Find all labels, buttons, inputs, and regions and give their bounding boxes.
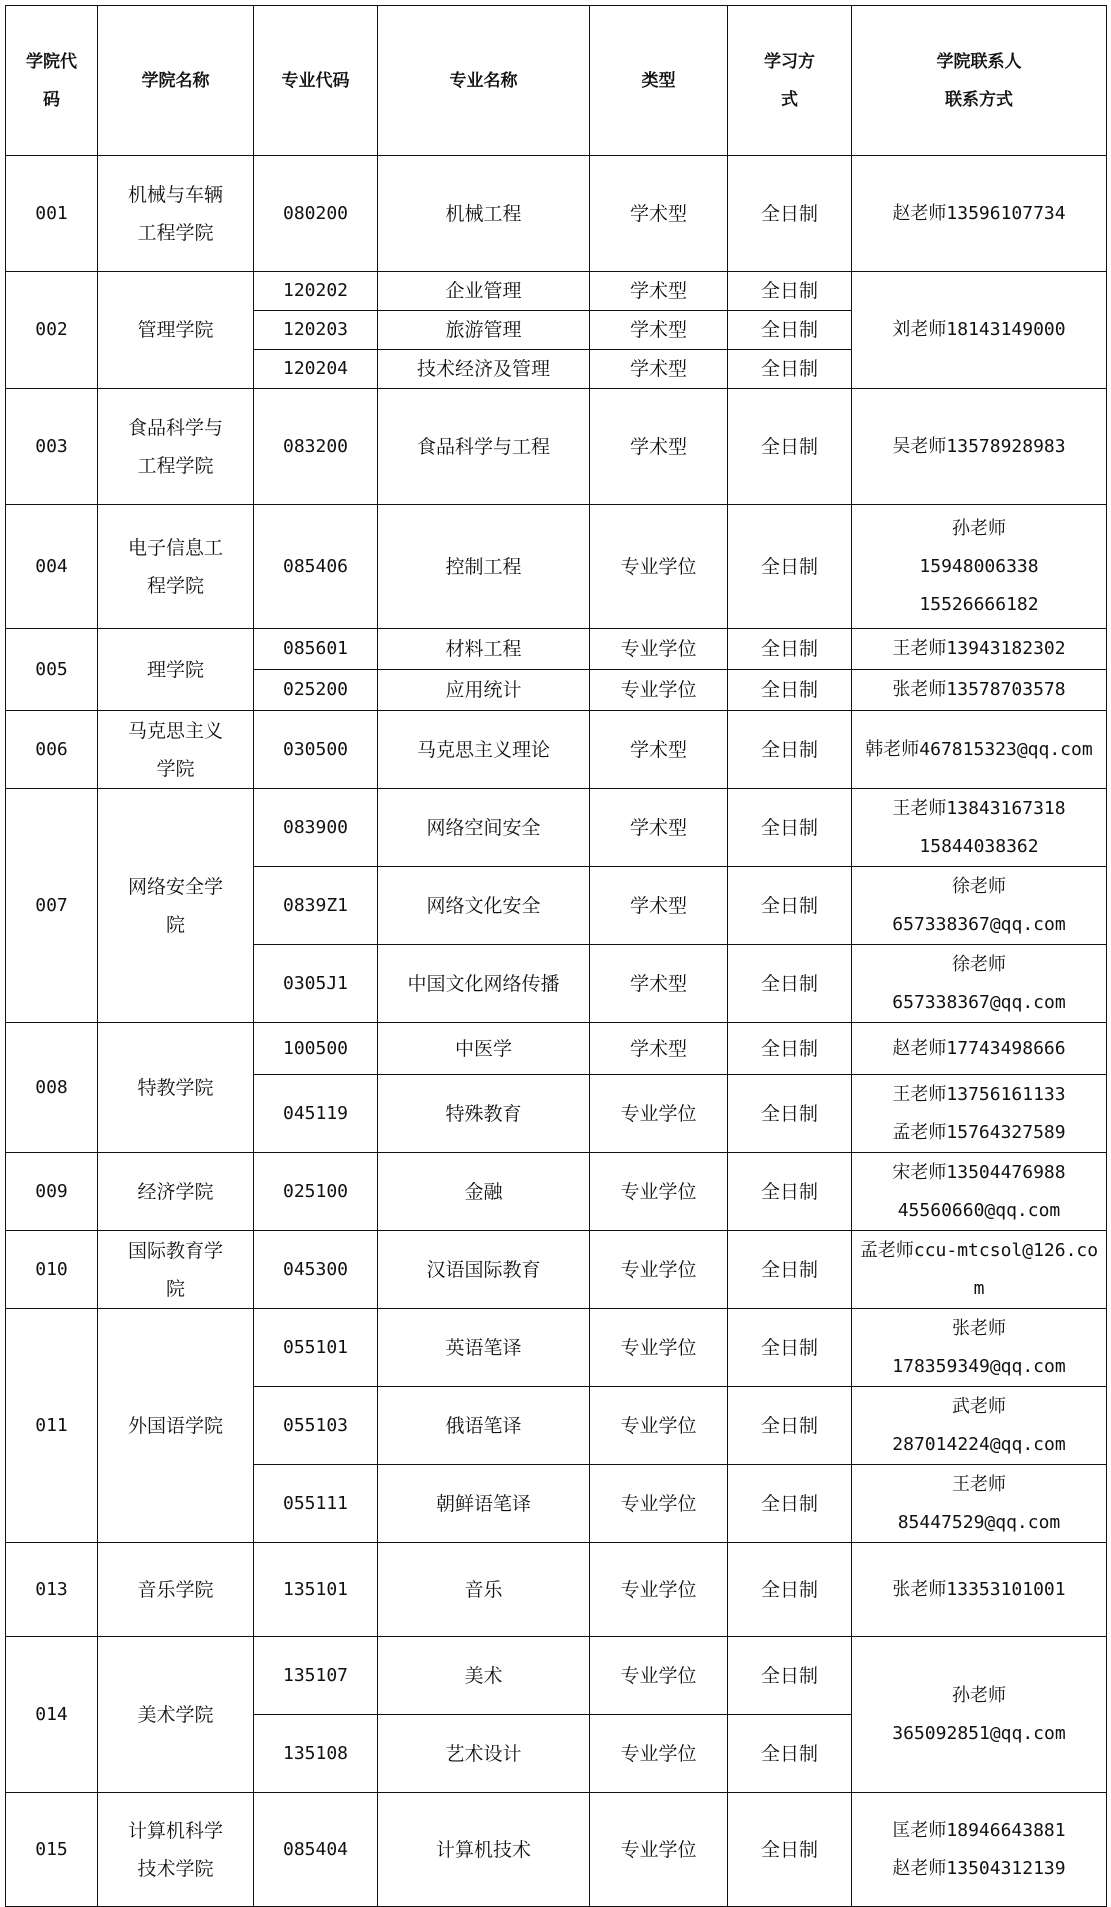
study-mode-cell: 全日制	[728, 629, 852, 670]
major-name-cell: 英语笔译	[378, 1309, 590, 1387]
contact-line: 657338367@qq.com	[892, 913, 1066, 935]
study-mode-cell: 全日制	[728, 1543, 852, 1637]
contact-line: 孙老师	[952, 1684, 1006, 1706]
major-name-cell: 网络空间安全	[378, 789, 590, 867]
college-name-cell: 理学院	[98, 629, 254, 711]
study-mode-cell: 全日制	[728, 1465, 852, 1543]
study-mode-cell: 全日制	[728, 1309, 852, 1387]
contact-line: 赵老师13596107734	[892, 202, 1066, 224]
major-name-cell: 艺术设计	[378, 1715, 590, 1793]
contact-line: 赵老师17743498666	[892, 1037, 1066, 1059]
contact-line: 王老师13756161133	[892, 1083, 1066, 1105]
major-code-cell: 083900	[254, 789, 378, 867]
type-cell: 专业学位	[590, 1793, 728, 1907]
type-cell: 学术型	[590, 272, 728, 311]
type-cell: 专业学位	[590, 1543, 728, 1637]
contact-cell	[852, 1637, 1107, 1793]
college-name-cell: 网络安全学院	[98, 789, 254, 1023]
contact-line: 张老师13578703578	[892, 679, 1066, 700]
study-mode-cell: 全日制	[728, 1637, 852, 1715]
document-page	[5, 5, 1107, 1907]
contact-cell	[852, 1075, 1107, 1153]
major-name-cell: 美术	[378, 1637, 590, 1715]
type-cell: 专业学位	[590, 1715, 728, 1793]
header-major-code: 专业代码	[254, 6, 378, 156]
table-row	[6, 156, 1107, 272]
type-cell: 专业学位	[590, 1231, 728, 1309]
major-name-cell: 材料工程	[378, 629, 590, 670]
major-name-cell: 金融	[378, 1153, 590, 1231]
college-name-cell: 马克思主义学院	[98, 711, 254, 789]
contact-line: 365092851@qq.com	[892, 1722, 1066, 1744]
table-row	[6, 1023, 1107, 1075]
study-mode-cell: 全日制	[728, 156, 852, 272]
college-name-cell: 外国语学院	[98, 1309, 254, 1543]
major-name-cell: 中医学	[378, 1023, 590, 1075]
contact-line: 张老师13353101001	[892, 1578, 1066, 1600]
type-cell: 专业学位	[590, 1465, 728, 1543]
contact-cell	[852, 670, 1107, 711]
college-code-cell: 015	[6, 1793, 98, 1907]
major-name-cell: 音乐	[378, 1543, 590, 1637]
type-cell: 专业学位	[590, 505, 728, 629]
college-name-cell: 管理学院	[98, 272, 254, 389]
major-name-cell: 企业管理	[378, 272, 590, 311]
contact-cell	[852, 1309, 1107, 1387]
contact-cell	[852, 1387, 1107, 1465]
type-cell: 学术型	[590, 867, 728, 945]
contact-line: 15948006338	[919, 555, 1039, 577]
major-code-cell: 120204	[254, 350, 378, 389]
table-row	[6, 505, 1107, 629]
major-name-cell: 旅游管理	[378, 311, 590, 350]
type-cell: 专业学位	[590, 1309, 728, 1387]
table-row	[6, 789, 1107, 867]
contact-line: 刘老师18143149000	[892, 319, 1066, 340]
contact-line: 王老师13843167318	[892, 797, 1066, 819]
study-mode-cell: 全日制	[728, 1023, 852, 1075]
table-row	[6, 272, 1107, 311]
college-name-cell: 音乐学院	[98, 1543, 254, 1637]
study-mode-cell: 全日制	[728, 789, 852, 867]
major-code-cell: 085404	[254, 1793, 378, 1907]
header-contact-line2: 联系方式	[945, 89, 1013, 110]
contact-cell	[852, 867, 1107, 945]
contact-line: 15844038362	[919, 835, 1039, 857]
college-name-cell: 电子信息工程学院	[98, 505, 254, 629]
contact-line: 吴老师13578928983	[892, 435, 1066, 457]
major-name-cell: 马克思主义理论	[378, 711, 590, 789]
header-study-mode: 学习方式	[728, 6, 852, 156]
contact-line: 王老师	[952, 1473, 1006, 1495]
major-name-cell: 计算机技术	[378, 1793, 590, 1907]
college-code-cell: 005	[6, 629, 98, 711]
table-row	[6, 1637, 1107, 1715]
major-name-cell: 应用统计	[378, 670, 590, 711]
study-mode-cell: 全日制	[728, 711, 852, 789]
college-code-cell: 013	[6, 1543, 98, 1637]
college-code-cell: 008	[6, 1023, 98, 1153]
table-body	[6, 156, 1107, 1907]
contact-cell	[852, 1231, 1107, 1309]
table-row	[6, 1231, 1107, 1309]
type-cell: 学术型	[590, 1023, 728, 1075]
major-name-cell: 控制工程	[378, 505, 590, 629]
college-code-cell: 010	[6, 1231, 98, 1309]
contact-line: 657338367@qq.com	[892, 991, 1066, 1013]
college-code-cell: 009	[6, 1153, 98, 1231]
major-code-cell: 045119	[254, 1075, 378, 1153]
study-mode-cell: 全日制	[728, 272, 852, 311]
header-contact	[852, 6, 1107, 156]
header-row	[6, 6, 1107, 156]
type-cell: 学术型	[590, 389, 728, 505]
contact-line: 45560660@qq.com	[897, 1199, 1061, 1221]
type-cell: 专业学位	[590, 670, 728, 711]
college-name-cell: 食品科学与工程学院	[98, 389, 254, 505]
contact-cell	[852, 1153, 1107, 1231]
study-mode-cell: 全日制	[728, 1793, 852, 1907]
major-name-cell: 技术经济及管理	[378, 350, 590, 389]
type-cell: 学术型	[590, 311, 728, 350]
type-cell: 学术型	[590, 350, 728, 389]
contact-cell	[852, 1023, 1107, 1075]
college-name-cell: 特教学院	[98, 1023, 254, 1153]
major-code-cell: 083200	[254, 389, 378, 505]
contact-cell	[852, 789, 1107, 867]
contact-cell	[852, 156, 1107, 272]
major-code-cell: 025200	[254, 670, 378, 711]
contact-line: 15526666182	[919, 593, 1039, 615]
major-name-cell: 机械工程	[378, 156, 590, 272]
contact-line: 178359349@qq.com	[892, 1355, 1066, 1377]
type-cell: 学术型	[590, 711, 728, 789]
major-code-cell: 055103	[254, 1387, 378, 1465]
major-code-cell: 045300	[254, 1231, 378, 1309]
major-code-cell: 100500	[254, 1023, 378, 1075]
college-code-cell: 004	[6, 505, 98, 629]
college-name-cell: 机械与车辆工程学院	[98, 156, 254, 272]
college-code-cell: 007	[6, 789, 98, 1023]
contact-line: 赵老师13504312139	[892, 1857, 1066, 1879]
header-college-code: 学院代码	[6, 6, 98, 156]
contact-line: 孙老师	[952, 517, 1006, 539]
contact-cell	[852, 1793, 1107, 1907]
major-code-cell: 0839Z1	[254, 867, 378, 945]
major-code-cell: 135107	[254, 1637, 378, 1715]
major-code-cell: 080200	[254, 156, 378, 272]
contact-line: 287014224@qq.com	[892, 1433, 1066, 1455]
study-mode-cell: 全日制	[728, 389, 852, 505]
major-code-cell: 085406	[254, 505, 378, 629]
header-college-name: 学院名称	[98, 6, 254, 156]
header-contact-line1: 学院联系人	[936, 51, 1022, 72]
table-row	[6, 1309, 1107, 1387]
contact-line: 孟老师15764327589	[892, 1121, 1066, 1143]
type-cell: 专业学位	[590, 1637, 728, 1715]
major-name-cell: 网络文化安全	[378, 867, 590, 945]
contact-line: 武老师	[952, 1395, 1006, 1417]
contact-cell	[852, 629, 1107, 670]
contact-line: 85447529@qq.com	[897, 1511, 1061, 1533]
contact-line: 徐老师	[952, 953, 1006, 975]
contact-line: 孟老师ccu-mtcsol@126.com	[859, 1239, 1099, 1299]
study-mode-cell: 全日制	[728, 867, 852, 945]
table-row	[6, 1793, 1107, 1907]
type-cell: 专业学位	[590, 1153, 728, 1231]
table-row	[6, 711, 1107, 789]
type-cell: 专业学位	[590, 1387, 728, 1465]
study-mode-cell: 全日制	[728, 1153, 852, 1231]
study-mode-cell: 全日制	[728, 670, 852, 711]
study-mode-cell: 全日制	[728, 1715, 852, 1793]
study-mode-cell: 全日制	[728, 945, 852, 1023]
admissions-table	[5, 5, 1107, 1907]
contact-line: 张老师	[952, 1317, 1006, 1339]
major-name-cell: 汉语国际教育	[378, 1231, 590, 1309]
major-code-cell: 120202	[254, 272, 378, 311]
major-name-cell: 朝鲜语笔译	[378, 1465, 590, 1543]
contact-cell	[852, 945, 1107, 1023]
contact-cell	[852, 389, 1107, 505]
contact-cell	[852, 1543, 1107, 1637]
college-code-cell: 001	[6, 156, 98, 272]
contact-cell	[852, 272, 1107, 389]
type-cell: 专业学位	[590, 629, 728, 670]
contact-line: 韩老师467815323@qq.com	[865, 738, 1093, 760]
college-code-cell: 006	[6, 711, 98, 789]
major-code-cell: 055111	[254, 1465, 378, 1543]
college-code-cell: 003	[6, 389, 98, 505]
type-cell: 学术型	[590, 156, 728, 272]
type-cell: 学术型	[590, 789, 728, 867]
study-mode-cell: 全日制	[728, 350, 852, 389]
college-code-cell: 011	[6, 1309, 98, 1543]
major-code-cell: 135101	[254, 1543, 378, 1637]
major-code-cell: 0305J1	[254, 945, 378, 1023]
contact-line: 匡老师18946643881	[892, 1819, 1066, 1841]
college-code-cell: 002	[6, 272, 98, 389]
study-mode-cell: 全日制	[728, 311, 852, 350]
study-mode-cell: 全日制	[728, 1075, 852, 1153]
major-name-cell: 特殊教育	[378, 1075, 590, 1153]
table-row	[6, 629, 1107, 670]
type-cell: 学术型	[590, 945, 728, 1023]
college-name-cell: 经济学院	[98, 1153, 254, 1231]
contact-line: 宋老师13504476988	[892, 1161, 1066, 1183]
college-name-cell: 计算机科学技术学院	[98, 1793, 254, 1907]
study-mode-cell: 全日制	[728, 1387, 852, 1465]
major-code-cell: 025100	[254, 1153, 378, 1231]
major-code-cell: 120203	[254, 311, 378, 350]
type-cell: 专业学位	[590, 1075, 728, 1153]
contact-line: 徐老师	[952, 875, 1006, 897]
contact-cell	[852, 711, 1107, 789]
major-code-cell: 030500	[254, 711, 378, 789]
table-row	[6, 389, 1107, 505]
major-code-cell: 055101	[254, 1309, 378, 1387]
major-name-cell: 中国文化网络传播	[378, 945, 590, 1023]
contact-cell	[852, 1465, 1107, 1543]
contact-cell	[852, 505, 1107, 629]
college-name-cell: 国际教育学院	[98, 1231, 254, 1309]
table-row	[6, 1543, 1107, 1637]
college-name-cell: 美术学院	[98, 1637, 254, 1793]
college-code-cell: 014	[6, 1637, 98, 1793]
contact-line: 王老师13943182302	[892, 638, 1066, 659]
study-mode-cell: 全日制	[728, 1231, 852, 1309]
major-code-cell: 135108	[254, 1715, 378, 1793]
major-name-cell: 食品科学与工程	[378, 389, 590, 505]
header-type: 类型	[590, 6, 728, 156]
table-row	[6, 1153, 1107, 1231]
major-name-cell: 俄语笔译	[378, 1387, 590, 1465]
major-code-cell: 085601	[254, 629, 378, 670]
study-mode-cell: 全日制	[728, 505, 852, 629]
header-major-name: 专业名称	[378, 6, 590, 156]
